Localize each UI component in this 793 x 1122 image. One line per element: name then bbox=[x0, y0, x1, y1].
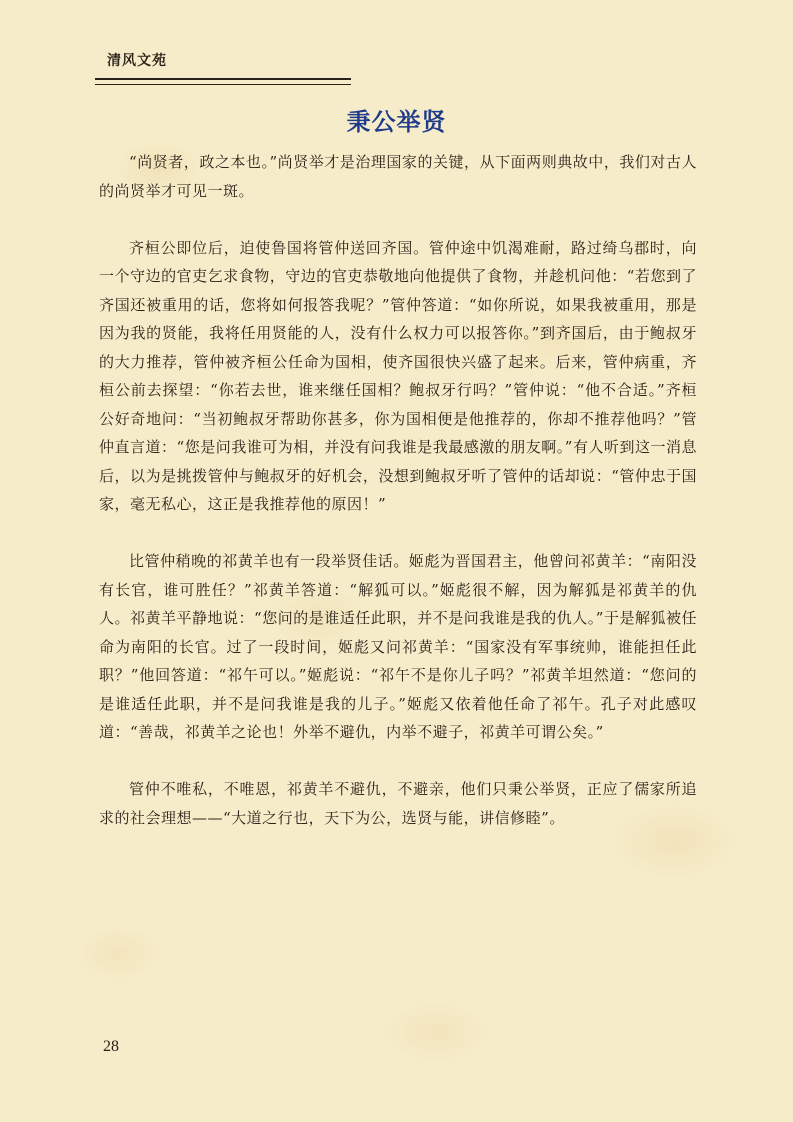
header-rule-thick bbox=[95, 78, 351, 80]
paragraph-conclusion: 管仲不唯私，不唯恩，祁黄羊不避仇，不避亲，他们只秉公举贤，正应了儒家所追求的社会理想——“大道之行也，天下为公，选贤与能，讲信修睦”。 bbox=[99, 780, 697, 827]
section-header: 清风文苑 bbox=[107, 53, 167, 69]
page-number: 28 bbox=[103, 1038, 119, 1055]
paragraph-guanzhong: 齐桓公即位后，迫使鲁国将管仲送回齐国。管仲途中饥渴难耐，路过绮乌郡时，向一个守边的官吏乞求食物，守边的官吏恭敬地向他提供了食物，并趁机问他：“若您到了齐国还被重用的话，您将如何报答我呢？”管仲答道：“如你所说，如果我被重用，那是因为我的贤能，我将任用贤能的人，没有什么权力可以报答你。”到齐国后，由于鲍叔牙的大力推荐，管仲被齐桓公任命为国相，使齐国很快兴盛了起来。后来，管仲病重，齐桓公前去探望：“你若去世，谁来继任国相？鲍叔牙行吗？”管仲说：“他不合适。”齐桓公好奇地问：“当初鲍叔牙帮助你甚多，你为国相便是他推荐的，你却不推荐他吗？”管仲直言道：“您是问我谁可为相，并没有问我谁是我最感激的朋友啊。”有人听到这一消息后，以为是挑拨管仲与鲍叔牙的好机会，没想到鲍叔牙听了管仲的话却说：“管仲忠于国家，毫无私心，这正是我推荐他的原因！” bbox=[99, 238, 697, 513]
paragraph-qihuangyang: 比管仲稍晚的祁黄羊也有一段举贤佳话。姬彪为晋国君主，他曾问祁黄羊：“南阳没有长官，谁可胜任？”祁黄羊答道：“解狐可以。”姬彪很不解，因为解狐是祁黄羊的仇人。祁黄羊平静地说：“您问的是谁适任此职，并不是问我谁是我的仇人。”于是解狐被任命为南阳的长官。过了一段时间，姬彪又问祁黄羊：“国家没有军事统帅，谁能担任此职？”他回答道：“祁午可以。”姬彪说：“祁午不是你儿子吗？”祁黄羊坦然道：“您问的是谁适任此职，并不是问我谁是我的儿子。”姬彪又依着他任命了祁午。孔子对此感叹道：“善哉，祁黄羊之论也！外举不避仇，内举不避子，祁黄羊可谓公矣。” bbox=[99, 552, 697, 741]
header-rule-thin bbox=[95, 84, 351, 85]
article-body bbox=[99, 148, 697, 861]
paragraph-intro: “尚贤者，政之本也。”尚贤举才是治理国家的关键，从下面两则典故中，我们对古人的尚贤举才可见一斑。 bbox=[99, 153, 697, 200]
article-title: 秉公举贤 bbox=[346, 107, 447, 136]
